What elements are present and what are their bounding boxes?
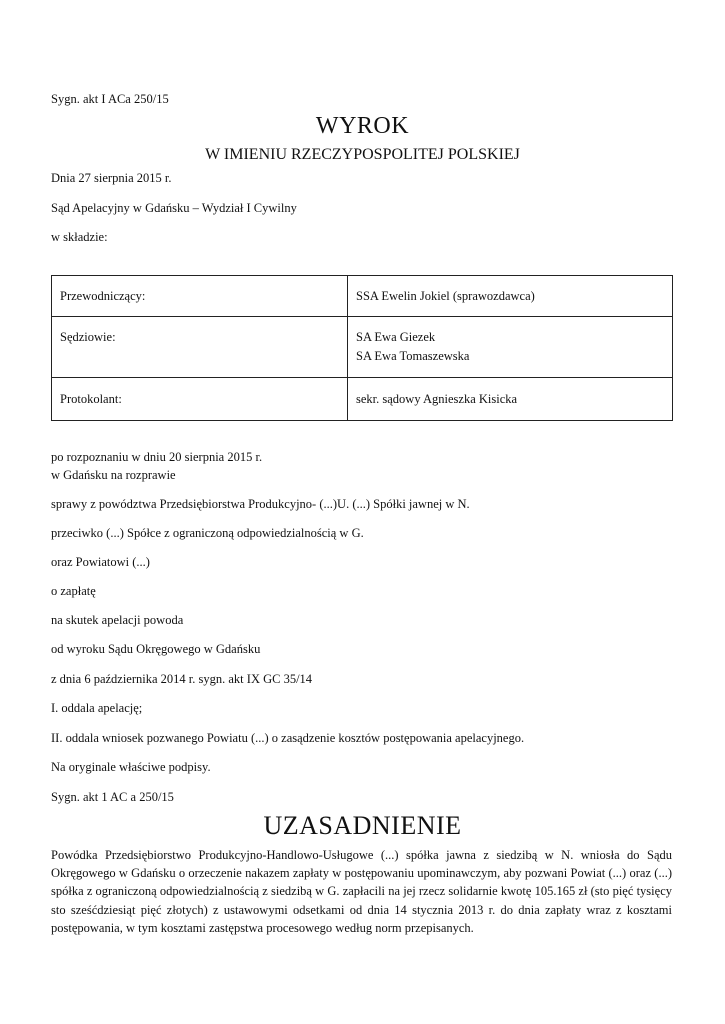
justification-case-number: Sygn. akt 1 AC a 250/15 <box>51 790 174 804</box>
signatures-note: Na oryginale właściwe podpisy. <box>51 760 211 774</box>
member-presiding: SSA Ewelin Jokiel (sprawozdawca) <box>348 276 673 317</box>
judgment-subtitle: W IMIENIU RZECZYPOSPOLITEJ POLSKIEJ <box>205 146 520 163</box>
ruling-point-1: I. oddala apelację; <box>51 701 143 715</box>
judgment-date: Dnia 27 sierpnia 2015 r. <box>51 171 172 185</box>
members-judges <box>348 317 673 378</box>
panel-row-presiding <box>52 276 673 317</box>
judgment-title: WYROK <box>315 113 410 139</box>
court-name: Sąd Apelacyjny w Gdańsku – Wydział I Cywilny <box>51 201 297 215</box>
claim-line: sprawy z powództwa Przedsiębiorstwa Produkcyjno- (...)U. (...) Spółki jawnej w N. <box>51 497 470 511</box>
panel-row-judges <box>52 317 673 378</box>
role-presiding: Przewodniczący: <box>52 276 348 317</box>
subject-line: o zapłatę <box>51 584 96 598</box>
ruling-point-2: II. oddala wniosek pozwanego Powiatu (...) o zasądzenie kosztów postępowania apelacyjnego. <box>51 731 525 745</box>
composition-label: w składzie: <box>51 230 108 244</box>
member-clerk: sekr. sądowy Agnieszka Kisicka <box>348 378 673 421</box>
judge-1: SA Ewa Giezek <box>356 330 436 344</box>
hearing-place: w Gdańsku na rozprawie <box>51 468 176 482</box>
second-defendant-line: oraz Powiatowi (...) <box>51 555 150 569</box>
justification-paragraph: Powódka Przedsiębiorstwo Produkcyjno-Handlowo-Usługowe (...) spółka jawna z siedzibą w N. wniosła do Sądu Okręgowego w Gdańsku o orzeczenie nakazem zapłaty w postępowaniu upominawczym, aby pozwani Powiat (...) oraz (...) spółka z ograniczoną odpowiedzialnością z siedzibą w G. zapłacili na jej rzecz solidarnie kwotę 105.165 zł (sto pięć tysięcy sto sześćdziesiąt pięć złotych) z ustawowymi odsetkami od dnia 14 stycznia 2013 r. do dnia zapłaty wraz z kosztami postępowania, w tym kosztami zastępstwa procesowego według norm przepisanych. <box>51 848 672 935</box>
panel-row-clerk <box>52 378 673 421</box>
role-judges: Sędziowie: <box>52 317 348 378</box>
appeal-line: na skutek apelacji powoda <box>51 613 184 627</box>
defendant-line: przeciwko (...) Spółce z ograniczoną odpowiedzialnością w G. <box>51 526 364 540</box>
hearing-date: po rozpoznaniu w dniu 20 sierpnia 2015 r. <box>51 450 263 464</box>
lower-judgment-date: z dnia 6 października 2014 r. sygn. akt IX GC 35/14 <box>51 672 313 686</box>
judge-2: SA Ewa Tomaszewska <box>356 349 470 363</box>
case-number: Sygn. akt I ACa 250/15 <box>51 92 169 106</box>
justification-title: UZASADNIENIE <box>263 811 462 840</box>
court-panel-table <box>51 275 673 421</box>
role-clerk: Protokolant: <box>52 378 348 421</box>
lower-court-line: od wyroku Sądu Okręgowego w Gdańsku <box>51 642 261 656</box>
